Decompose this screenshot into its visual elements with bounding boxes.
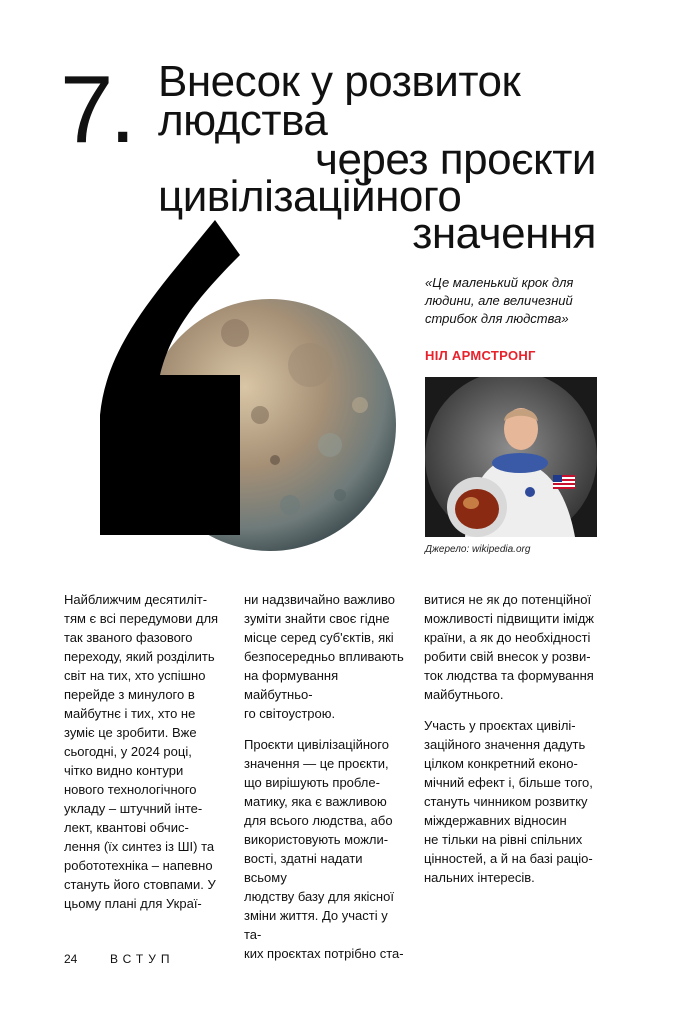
title-line-4: цивілізаційного — [158, 172, 462, 221]
title-line-2: людства — [158, 96, 328, 145]
quote-text: «Це маленький крок для людини, але величезний стрибок для людства» — [425, 275, 574, 326]
astronaut-photo — [425, 377, 597, 537]
title-line-5: значення — [412, 209, 596, 258]
paragraph: витися не як до потенційної можливості підвищити імідж країни, а як до необхідності робити свій внесок у розви- ток людства та формування майбутнього. — [424, 592, 594, 702]
quote-author: НІЛ АРМСТРОНГ — [425, 348, 536, 363]
paragraph: Найближчим десятиліт- тям є всі передумови для так званого фазового переходу, який розділить світ на тих, хто успішно перейде з минулого в майбутнє і тих, хто не зуміє це зробити. Вже сьогодні, у 2024 році, чітко видно контури нового технологічного укладу – штучний інте- лект, квантові обчис- лення (їх синтез із ШІ) та робототехніка – напевно стануть його стовпами. У цьому плані для Украї- — [64, 592, 219, 911]
paragraph: Участь у проєктах цивілі- заційного значення дадуть цілком конкретний еконо- мічний ефект і, більше того, стануть чинником розвитку міждержавних відносин не тільки на рівні спільних цінностей, а й на базі раціо- нальних інтересів. — [424, 718, 593, 885]
section-name: ВСТУП — [110, 952, 175, 966]
body-column-3 — [424, 590, 600, 899]
paragraph: ни надзвичайно важливо зуміти знайти своє гідне місце серед суб'єктів, які безпосередньо впливають на формування майбутньо- го світоустрою. — [244, 592, 404, 721]
title-line-3: через проєкти — [315, 135, 596, 184]
quote-mark-icon — [100, 220, 240, 535]
paragraph: Проєкти цивілізаційного значення — це проєкти, що вирішують пробле- матику, яка є важливою для всього людства, або використовують можли- вості, здатні надати всьому людству базу для якісної зміни життя. До участі у та- ких проєктах потрібно ста- — [244, 737, 404, 961]
title-line-1: Внесок у розвиток — [158, 57, 521, 106]
body-column-1 — [64, 590, 228, 925]
body-column-2 — [244, 590, 408, 975]
quote-moon-graphic — [60, 215, 400, 565]
photo-credit: Джерело: wikipedia.org — [425, 544, 531, 555]
chapter-number: 7. — [60, 56, 133, 163]
page-number: 24 — [64, 952, 78, 966]
